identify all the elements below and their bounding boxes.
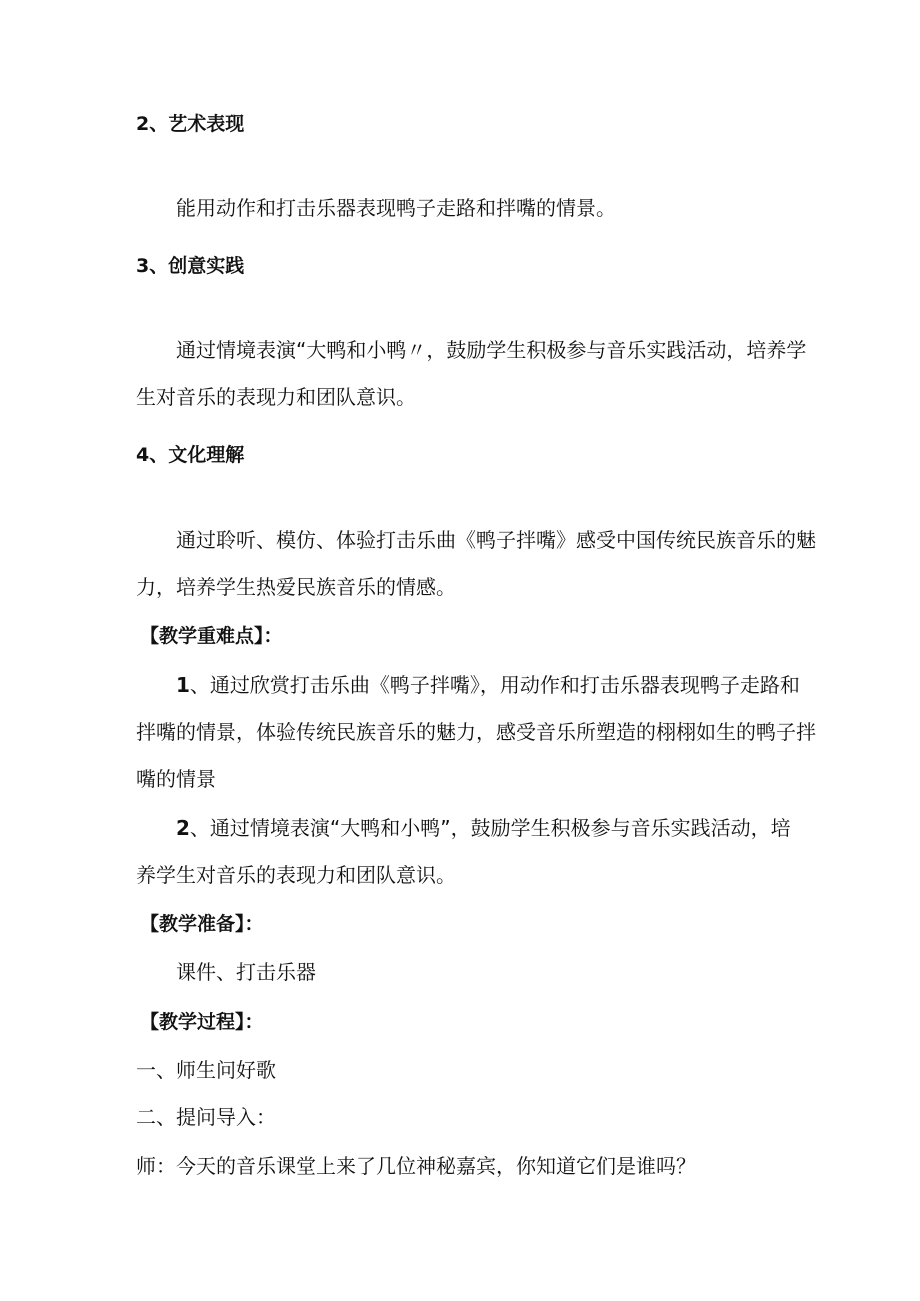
key-point-2-text: 、通过情境表演“大鸭和小鸭”，鼓励学生积极参与音乐实践活动，培 bbox=[189, 816, 791, 840]
key-points-heading: 【教学重难点】： bbox=[140, 625, 283, 647]
section-heading-creative: 3、创意实践 bbox=[136, 255, 245, 277]
preparation-heading: 【教学准备】： bbox=[140, 913, 264, 935]
section-body-culture-line2: 力，培养学生热爱民族音乐的情感。 bbox=[136, 575, 456, 599]
key-point-1-text: 、通过欣赏打击乐曲《鸭子拌嘴》，用动作和打击乐器表现鸭子走路和 bbox=[189, 673, 800, 697]
preparation-body: 课件、打击乐器 bbox=[176, 960, 316, 984]
key-point-1-line3: 嘴的情景 bbox=[136, 767, 216, 791]
section-heading-culture: 4、文化理解 bbox=[136, 444, 245, 466]
key-point-2-number: 2 bbox=[176, 816, 190, 840]
key-point-1-line1 bbox=[176, 673, 800, 697]
section-body-culture-line1: 通过聆听、模仿、体验打击乐曲《鸭子拌嘴》感受中国传统民族音乐的魅 bbox=[176, 528, 816, 552]
section-body-creative-line2: 生对音乐的表现力和团队意识。 bbox=[136, 385, 416, 409]
process-dialogue: 师：今天的音乐课堂上来了几位神秘嘉宾，你知道它们是谁吗？ bbox=[136, 1154, 696, 1178]
process-step-1: 一、师生问好歌 bbox=[136, 1058, 276, 1082]
process-step-2: 二、提问导入： bbox=[136, 1105, 276, 1129]
key-point-1-line2: 拌嘴的情景，体验传统民族音乐的魅力，感受音乐所塑造的栩栩如生的鸭子拌 bbox=[136, 720, 816, 744]
section-body-creative-line1: 通过情境表演“大鸭和小鸭〃，鼓励学生积极参与音乐实践活动，培养学 bbox=[176, 338, 807, 362]
section-body-art: 能用动作和打击乐器表现鸭子走路和拌嘴的情景。 bbox=[176, 196, 616, 220]
key-point-2-line1 bbox=[176, 816, 791, 840]
key-point-1-number: 1 bbox=[176, 673, 190, 697]
key-point-2-line2: 养学生对音乐的表现力和团队意识。 bbox=[136, 863, 456, 887]
section-heading-art: 2、艺术表现 bbox=[136, 113, 245, 135]
process-heading: 【教学过程】： bbox=[140, 1011, 264, 1033]
